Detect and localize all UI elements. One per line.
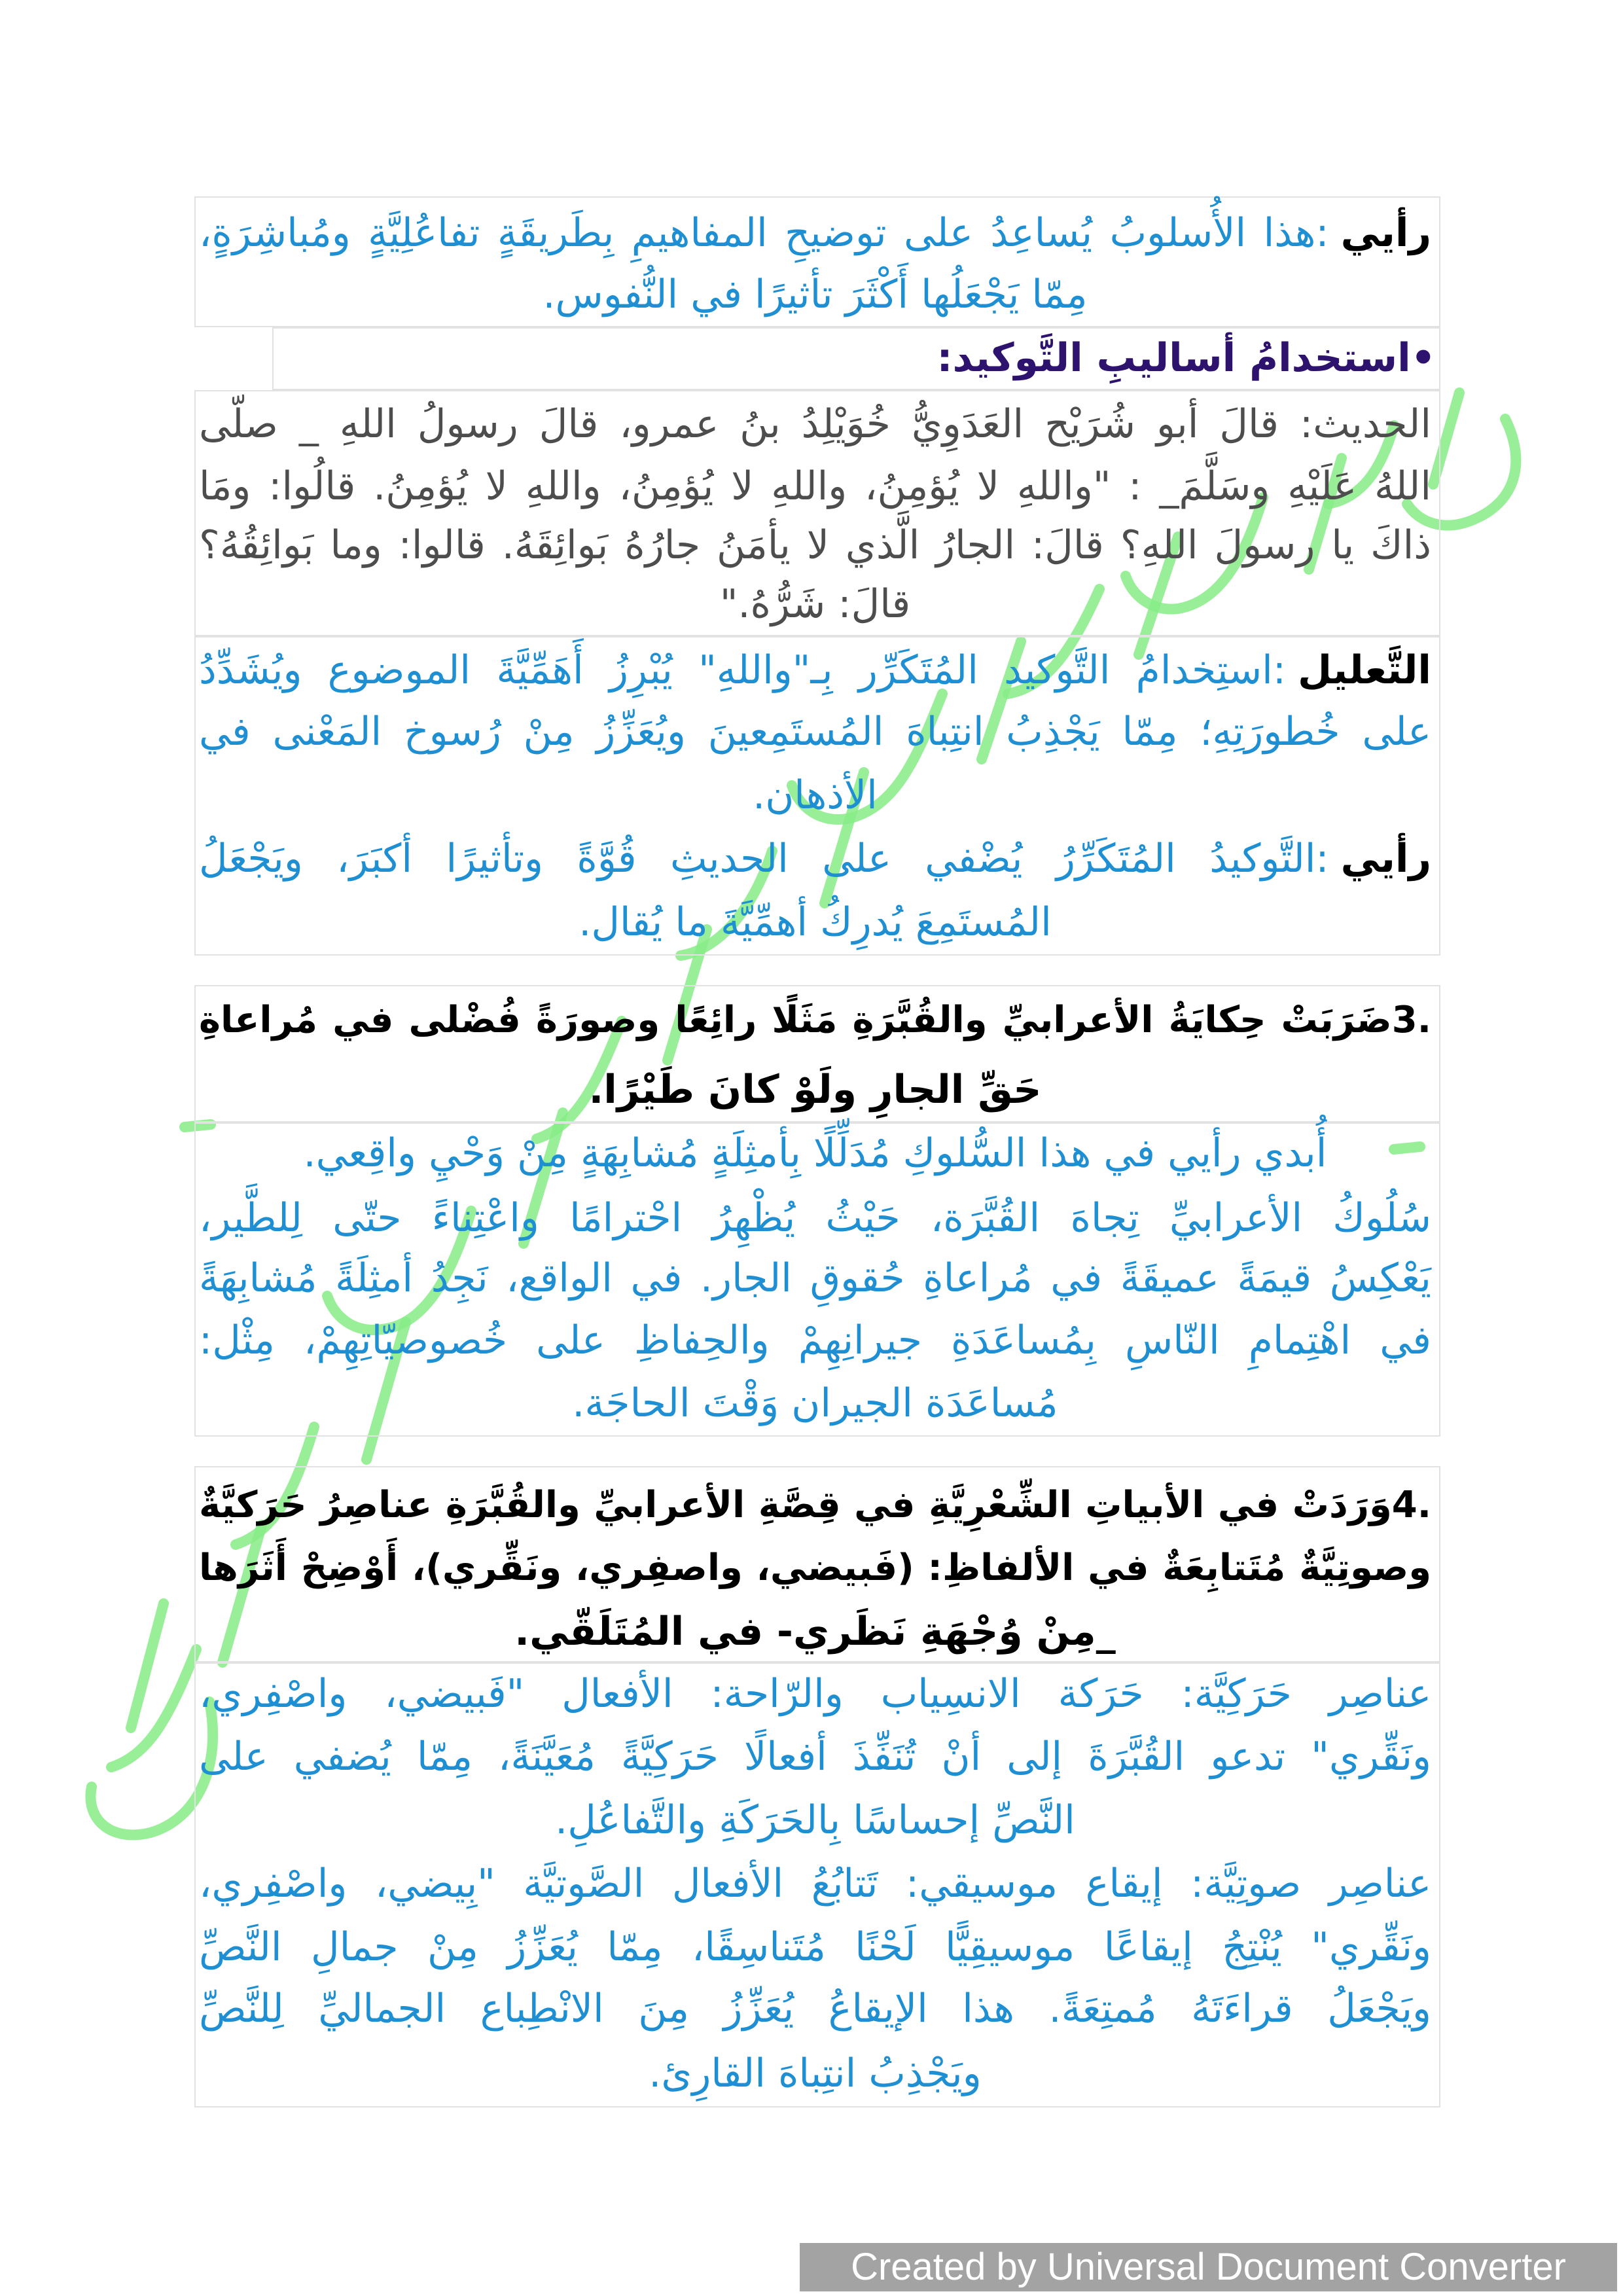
reasoning-label: التَّعليل	[1298, 647, 1431, 693]
reasoning-line-2: على خُطورَتِهِ؛ مِمّا يَجْذِبُ انتِباهَ المُستَمِعينَ ويُعَزِّزُ مِنْ رُسوخ المَعْنى في	[199, 709, 1431, 755]
opinion-1-text: :هذا الأُسلوبُ يُساعِدُ على توضيحِ المفاهيمِ بِطَريقَةٍ تفاعُلِيَّةٍ ومُباشِرَةٍ،	[199, 210, 1329, 256]
emphasis-heading: •استخدامُ أساليبِ التَّوكيد:	[936, 335, 1436, 381]
opinion-2-label: رأيي	[1340, 836, 1431, 882]
opinion-1-line-2: مِمّا يَجْعَلُها أَكْثَرَ تأثيرًا في النُّفوس.	[543, 272, 1088, 317]
reasoning-line-1	[199, 639, 1431, 702]
answer-4-line-1: عناصِر حَرَكِيَّة: حَرَكة الانسِياب والرّاحة: الأفعال "فَبيضي، واصْفِري،	[199, 1671, 1431, 1717]
answer-3-line-3: يَعْكِسُ قيمَةً عميقَةً في مُراعاةِ حُقوقِ الجار. في الواقع، نَجِدُ أمثِلَةً مُشابِهَةً	[199, 1255, 1431, 1301]
hadith-line-4: قالَ: شَرُّهُ."	[719, 581, 911, 627]
opinion-1-line-1	[199, 202, 1431, 264]
answer-4-line-3: النَّصِّ إحساسًا بِالحَرَكَةِ والتَّفاعُلِ.	[555, 1797, 1075, 1843]
answer-4-line-5: ونَقِّري" يُنْتِجُ إيقاعًا موسيقِيًّا لَحْنًا مُتَناسِقًا، مِمّا يُعَزِّزُ مِنْ جمالِ النَّصِّ	[199, 1924, 1431, 1970]
answer-3-line-2: سُلُوكُ الأعرابيِّ تِجاهَ القُبَّرَة، حَيْثُ يُظْهِرُ احْترامًا واعْتِناءً حتّى لِلطَّير،	[199, 1195, 1431, 1241]
reasoning-text: :استِخدامُ التَّوكيد المُتَكَرِّر بِـ"واللهِ" يُبْرِزُ أَهَمِّيَّةَ الموضوع ويُشَدِّدُ	[199, 647, 1286, 693]
answer-3-line-5: مُساعَدَة الجيران وَقْتَ الحاجَة.	[572, 1380, 1058, 1426]
hadith-line-1: الحديث: قالَ أبو شُرَيْح العَدَوِيُّ خُوَيْلِدُ بنُ عمرو، قالَ رسولُ اللهِ _ صلّى	[199, 401, 1431, 447]
answer-4-line-6: ويَجْعَلُ قراءَتَهُ مُمتِعَةً. هذا الإيقاعُ يُعَزِّزُ مِنَ الانْطِباع الجماليِّ لِلنَّصِّ	[199, 1986, 1431, 2032]
opinion-2-text: :التَّوكيدُ المُتَكَرِّرُ يُضْفي على الحديثِ قُوَّةً وتأثيرًا أكبَرَ، ويَجْعَلُ	[199, 836, 1329, 882]
converter-footer-banner: Created by Universal Document Converter	[800, 2243, 1617, 2291]
hadith-line-3: ذاكَ يا رسولَ اللهِ؟ قالَ: الجارُ الَّذي لا يأمَنُ جارُهُ بَوائِقَهُ. قالوا: وما بَوائِقُهُ؟	[199, 522, 1431, 568]
answer-3-line-1: أُبدي رأيي في هذا السُّلوكِ مُدَلِّلًا بِأمثِلَةٍ مُشابِهَةٍ مِنْ وَحْيِ واقِعي.	[303, 1130, 1327, 1176]
opinion-1-label: رأيي	[1340, 210, 1431, 256]
answer-3-line-4: في اهْتِمامِ النّاسِ بِمُساعَدَةِ جيرانِهِمْ والحِفاظِ على خُصوصيّاتِهِمْ، مِثْل:	[199, 1318, 1431, 1363]
reasoning-line-3: الأذهان.	[753, 772, 878, 818]
hadith-line-2: اللهُ عَلَيْهِ وسَلَّمَ_ : "واللهِ لا يُؤمِنُ، واللهِ لا يُؤمِنُ، واللهِ لا يُؤمِنُ. قالُوا: ومَا	[199, 463, 1431, 509]
answer-4-line-4: عناصِر صوتِيَّة: إيقاع موسيقي: تَتابُعُ الأفعال الصَّوتيَّة "بِيضي، واصْفِري،	[199, 1861, 1431, 1907]
question-4-line-3: _مِنْ وُجْهَةِ نَظَري- في المُتَلَقّي.	[514, 1609, 1116, 1655]
answer-4-line-2: ونَقِّري" تدعو القُبَّرَةَ إلى أنْ تُنَفِّذَ أفعالًا حَرَكِيَّةً مُعَيَّنَةً، مِمّا يُضفي على	[199, 1734, 1431, 1780]
question-4-line-2: وصوتِيَّةٌ مُتَتابِعَةٌ في الألفاظِ: (فَبيضي، واصفِري، ونَقِّري)، أَوْضِحْ أَثَرَها	[199, 1547, 1431, 1589]
question-3-line-2: حَقِّ الجارِ ولَوْ كانَ طَيْرًا.	[588, 1067, 1042, 1113]
answer-4-line-7: ويَجْذِبُ انتِباهَ القارِئ.	[649, 2051, 982, 2096]
opinion-2-line-2: المُستَمِعَ يُدرِكُ أهمِّيَّةَ ما يُقال.	[579, 899, 1052, 945]
opinion-2-line-1	[199, 827, 1431, 890]
question-4-line-1: .4وَرَدَتْ في الأبياتِ الشِّعْرِيَّةِ في قِصَّةِ الأعرابيِّ والقُبَّرَةِ عناصِرُ حَرَكيَّةٌ	[199, 1484, 1431, 1526]
question-3-line-1: .3ضَرَبَتْ حِكايَةُ الأعرابيِّ والقُبَّرَةِ مَثَلًا رائِعًا وصورَةً فُضْلى في مُراعاةِ	[199, 999, 1431, 1041]
